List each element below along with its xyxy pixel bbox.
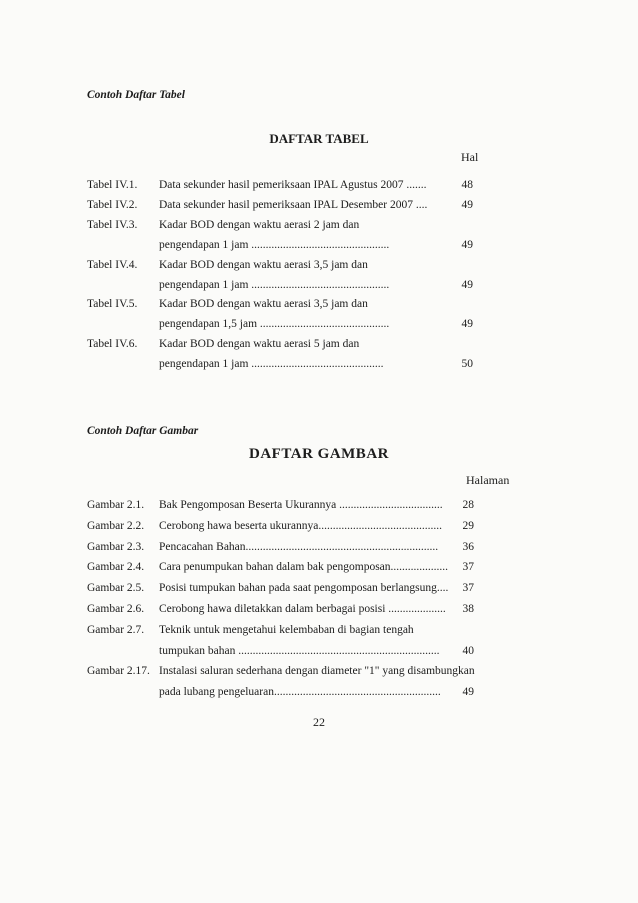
figure-list-caption: Contoh Daftar Gambar bbox=[87, 425, 199, 437]
figure-entry bbox=[87, 622, 474, 638]
figure-entry bbox=[87, 663, 474, 679]
table-entry bbox=[87, 217, 473, 233]
table-entry bbox=[87, 336, 473, 352]
figure-entry-title: Teknik untuk mengetahui kelembaban di bagian tengah bbox=[159, 623, 414, 636]
table-entry bbox=[87, 296, 473, 312]
figure-entry bbox=[87, 497, 474, 513]
figure-entry-page: 36 bbox=[462, 540, 474, 553]
table-entry-title: Kadar BOD dengan waktu aerasi 3,5 jam dan bbox=[159, 298, 368, 311]
figure-entry-label: Gambar 2.7. bbox=[87, 623, 145, 636]
table-entry-title: Kadar BOD dengan waktu aerasi 5 jam dan bbox=[159, 338, 360, 351]
figure-entry-label: Gambar 2.5. bbox=[87, 582, 145, 595]
table-entry-label: Tabel IV.4. bbox=[87, 258, 138, 271]
figure-entry bbox=[87, 539, 474, 555]
table-entry-page: 49 bbox=[461, 238, 473, 251]
figure-entry-label: Gambar 2.3. bbox=[87, 540, 145, 553]
figure-entry bbox=[87, 518, 474, 534]
figure-entry-title: Bak Pengomposan Beserta Ukurannya .................................... bbox=[159, 499, 443, 511]
table-entry bbox=[87, 316, 473, 332]
table-entry-title: Kadar BOD dengan waktu aerasi 2 jam dan bbox=[159, 218, 360, 231]
page-number: 22 bbox=[313, 715, 325, 729]
table-entry-title: Kadar BOD dengan waktu aerasi 3,5 jam dan bbox=[159, 258, 368, 271]
figure-entry-label: Gambar 2.4. bbox=[87, 561, 145, 574]
table-entry-title: pengendapan 1,5 jam ............................................. bbox=[159, 318, 390, 331]
figure-entry-page: 38 bbox=[462, 603, 474, 615]
table-entry-label: Tabel IV.5. bbox=[87, 298, 138, 311]
figure-entry-page: 29 bbox=[462, 519, 474, 532]
figure-list-title: DAFTAR GAMBAR bbox=[249, 446, 389, 462]
figure-entry bbox=[87, 601, 474, 617]
table-entry-page: 49 bbox=[461, 198, 473, 211]
figure-entry bbox=[87, 559, 474, 575]
table-entry bbox=[87, 356, 473, 372]
table-entry-page: 50 bbox=[461, 358, 473, 371]
table-entry bbox=[87, 197, 473, 213]
table-entry-label: Tabel IV.3. bbox=[87, 218, 138, 231]
figure-entry-page: 37 bbox=[462, 582, 474, 595]
figure-entry-title: Cara penumpukan bahan dalam bak pengomposan.................... bbox=[159, 561, 449, 574]
table-entry-page: 48 bbox=[461, 179, 473, 191]
table-entry bbox=[87, 177, 473, 193]
table-entry-label: Tabel IV.2. bbox=[87, 198, 138, 211]
table-entry-label: Tabel IV.6. bbox=[87, 338, 138, 351]
figure-entry-title: Pencacahan Bahan................................................................... bbox=[159, 540, 439, 553]
table-entry-title: pengendapan 1 jam ................................................ bbox=[159, 278, 390, 291]
figure-list-page-header: Halaman bbox=[466, 473, 510, 487]
table-entry-page: 49 bbox=[461, 318, 473, 331]
figure-entry-title: Cerobong hawa beserta ukurannya........................................... bbox=[159, 519, 442, 532]
figure-entry-label: Gambar 2.17. bbox=[87, 665, 150, 678]
figure-entry-page: 28 bbox=[462, 499, 474, 511]
figure-entry-title: Cerobong hawa diletakkan dalam berbagai posisi .................... bbox=[159, 603, 446, 615]
table-entry bbox=[87, 277, 473, 293]
figure-entry-title: Posisi tumpukan bahan pada saat pengomposan berlangsung.... bbox=[159, 582, 449, 595]
figure-entry-label: Gambar 2.6. bbox=[87, 603, 145, 615]
figure-entry-label: Gambar 2.1. bbox=[87, 499, 145, 511]
figure-entry-page: 37 bbox=[462, 561, 474, 574]
figure-entry bbox=[87, 643, 474, 659]
figure-entry-page: 40 bbox=[462, 644, 474, 657]
figure-entry-title: pada lubang pengeluaran.......................................................... bbox=[159, 686, 441, 699]
table-entry-label: Tabel IV.1. bbox=[87, 179, 138, 191]
table-list-title: DAFTAR TABEL bbox=[269, 131, 369, 146]
table-entry bbox=[87, 237, 473, 253]
table-entry-title: Data sekunder hasil pemeriksaan IPAL Agustus 2007 ....... bbox=[159, 179, 427, 191]
table-entry-title: Data sekunder hasil pemeriksaan IPAL Desember 2007 .... bbox=[159, 198, 428, 211]
figure-entry-page: 49 bbox=[462, 686, 474, 699]
table-list-caption: Contoh Daftar Tabel bbox=[87, 89, 185, 101]
table-list-page-header: Hal bbox=[461, 150, 479, 164]
figure-entry bbox=[87, 580, 474, 596]
figure-entry-label: Gambar 2.2. bbox=[87, 519, 145, 532]
table-entry-title: pengendapan 1 jam ................................................ bbox=[159, 238, 390, 251]
table-entry-page: 49 bbox=[461, 278, 473, 291]
figure-entry-title: Instalasi saluran sederhana dengan diameter "1" yang disambungkan bbox=[159, 665, 475, 678]
figure-entry-title: tumpukan bahan ...................................................................... bbox=[159, 644, 440, 657]
figure-entry bbox=[87, 684, 474, 700]
table-entry-title: pengendapan 1 jam .............................................. bbox=[159, 358, 384, 371]
table-entry bbox=[87, 257, 473, 273]
